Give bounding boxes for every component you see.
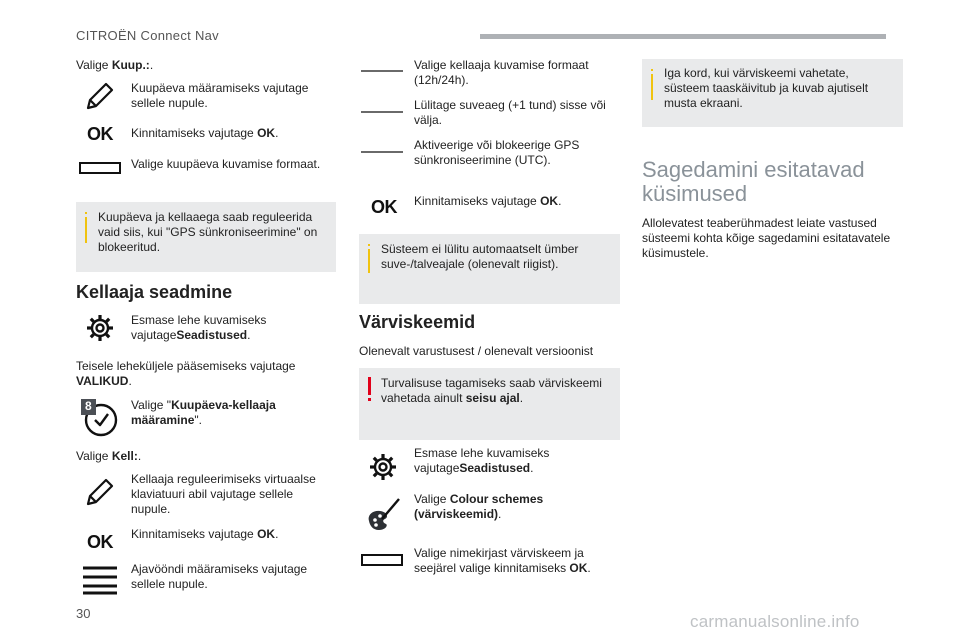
row-ok-prefix: Kinnitamiseks vajutage (414, 194, 541, 208)
row-summer-text: Lülitage suveaeg (+1 tund) sisse või välja. (414, 98, 606, 127)
row-settings-suffix: . (247, 328, 251, 342)
warning-prefix: Turvalisuse tagamiseks saab värviskeemi vahetada ainult (381, 376, 602, 405)
select-kuup-line (76, 58, 153, 73)
format-bar-icon (360, 552, 404, 568)
faq-heading-line2: küsimused (642, 181, 748, 206)
second-page-text (76, 359, 336, 389)
row-colour-text (414, 492, 614, 522)
note-gps (76, 202, 336, 272)
row-time-ok-text (131, 527, 278, 542)
row-datetime-prefix: Valige " (131, 398, 172, 412)
row-choose-prefix: Valige nimekirjast värviskeem ja seejärel valige kinnitamiseks (414, 546, 584, 575)
info-bar (651, 74, 653, 100)
select-kell-prefix: Valige (76, 449, 112, 463)
row-settings-bold: Seadistused (176, 328, 248, 342)
row-datetime-text (131, 398, 311, 428)
warning-suffix: . (519, 391, 524, 405)
warning-bold: seisu ajal (465, 391, 520, 405)
note-restart (642, 59, 903, 127)
row-settings-2-suffix: . (530, 461, 534, 475)
note-restart-text: Iga kord, kui värviskeemi vahetate, süsteem taaskäivitub ja kuvab ajutiselt musta ekraani. (664, 66, 869, 110)
row-ok-bold: OK (540, 194, 559, 208)
select-kell-line (76, 449, 141, 464)
variant-text: Olenevalt varustusest / olenevalt versioonist (359, 344, 594, 358)
select-kell-suffix: . (137, 449, 142, 463)
info-bar (85, 217, 87, 243)
select-kuup-bold: Kuup.: (111, 58, 150, 72)
row-ok-suffix: . (558, 194, 562, 208)
clock-icon (80, 398, 120, 438)
gear-icon (82, 310, 118, 346)
second-page-prefix: Teisele leheküljele pääsemiseks vajutage (76, 359, 296, 373)
row-colour-suffix: . (498, 507, 502, 521)
row-colour-bold: Colour schemes (värviskeemid) (414, 492, 544, 521)
ok-icon: OK (87, 531, 113, 552)
dash-line-icon (360, 147, 404, 157)
row-settings-text (131, 313, 331, 343)
ok-icon: OK (371, 196, 397, 217)
info-dot (85, 212, 87, 214)
row-choose-text (414, 546, 614, 576)
faq-text: Allolevatest teaberühmadest leiate vastused süsteemi kohta kõige sagedamini esitatavatele küsimustele. (642, 216, 891, 260)
note-auto-text: Süsteem ei lülitu automaatselt ümber suve-/talveajale (olenevalt riigist). (381, 242, 579, 271)
header-rule (480, 34, 886, 39)
info-dot (368, 244, 370, 246)
row-date-format-text: Valige kuupäeva kuvamise formaat. (131, 157, 321, 171)
row-settings-prefix: Esmase lehe kuvamiseks vajutage (131, 313, 267, 342)
warning-bar (368, 377, 371, 395)
row-date-ok-bold: OK (257, 126, 276, 140)
row-choose-bold: OK (569, 561, 588, 575)
row-datetime-bold: Kuupäeva-kellaaja määramine (131, 398, 276, 427)
badge-number: 8 (85, 399, 92, 413)
pencil-icon (82, 474, 118, 510)
palette-icon (362, 494, 404, 536)
second-page-bold: VALIKUD (76, 374, 129, 388)
faq-heading-line1: Sagedamini esitatavad (642, 157, 865, 182)
page-number: 30 (76, 606, 91, 621)
row-datetime-suffix: ". (194, 413, 202, 427)
note-auto (359, 234, 620, 304)
colour-heading: Värviskeemid (359, 312, 476, 332)
select-kell-bold: Kell: (111, 449, 138, 463)
info-bar (368, 249, 370, 273)
row-date-ok-prefix: Kinnitamiseks vajutage (131, 126, 258, 140)
row-choose-suffix: . (587, 561, 591, 575)
select-kuup-prefix: Valige (76, 58, 112, 72)
warning-safety-text (381, 376, 613, 406)
watermark: carmanualsonline.info (690, 612, 860, 631)
row-time-pen-text: Kellaaja reguleerimiseks virtuaalse klaviatuuri abil vajutage sellele nupule. (131, 472, 316, 516)
row-timezone-text: Ajavööndi määramiseks vajutage sellele nupule. (131, 562, 308, 591)
warning-dot (368, 398, 371, 401)
dash-line-icon (360, 107, 404, 117)
row-date-ok-suffix: . (275, 126, 279, 140)
info-dot (651, 69, 653, 71)
row-settings-2-text (414, 446, 614, 476)
select-kuup-suffix: . (149, 58, 154, 72)
row-time-ok-bold: OK (257, 527, 276, 541)
gear-icon (365, 449, 401, 485)
row-date-pen-text: Kuupäeva määramiseks vajutage sellele nupule. (131, 81, 309, 110)
row-time-format-text: Valige kellaaja kuvamise formaat (12h/24h). (414, 58, 589, 87)
row-settings-2-bold: Seadistused (459, 461, 531, 475)
menu-lines-icon (80, 563, 120, 597)
row-settings-2-prefix: Esmase lehe kuvamiseks vajutage (414, 446, 550, 475)
row-ok-text (414, 194, 561, 209)
row-time-ok-prefix: Kinnitamiseks vajutage (131, 527, 258, 541)
row-time-ok-suffix: . (275, 527, 279, 541)
row-colour-prefix: Valige (414, 492, 450, 506)
dash-line-icon (360, 66, 404, 76)
format-bar-icon (78, 160, 122, 176)
second-page-suffix: . (128, 374, 132, 388)
pencil-icon (82, 78, 118, 114)
clock-heading: Kellaaja seadmine (76, 282, 233, 302)
row-date-ok-text (131, 126, 278, 141)
warning-safety (359, 368, 620, 440)
ok-icon: OK (87, 123, 113, 144)
row-gps-sync-text: Aktiveerige või blokeerige GPS sünkroniseerimine (UTC). (414, 138, 580, 167)
note-gps-text: Kuupäeva ja kellaaega saab reguleerida vaid siis, kui "GPS sünkroniseerimine" on blokeeritud. (98, 210, 318, 254)
manual-header-title: CITROËN Connect Nav (76, 28, 219, 43)
